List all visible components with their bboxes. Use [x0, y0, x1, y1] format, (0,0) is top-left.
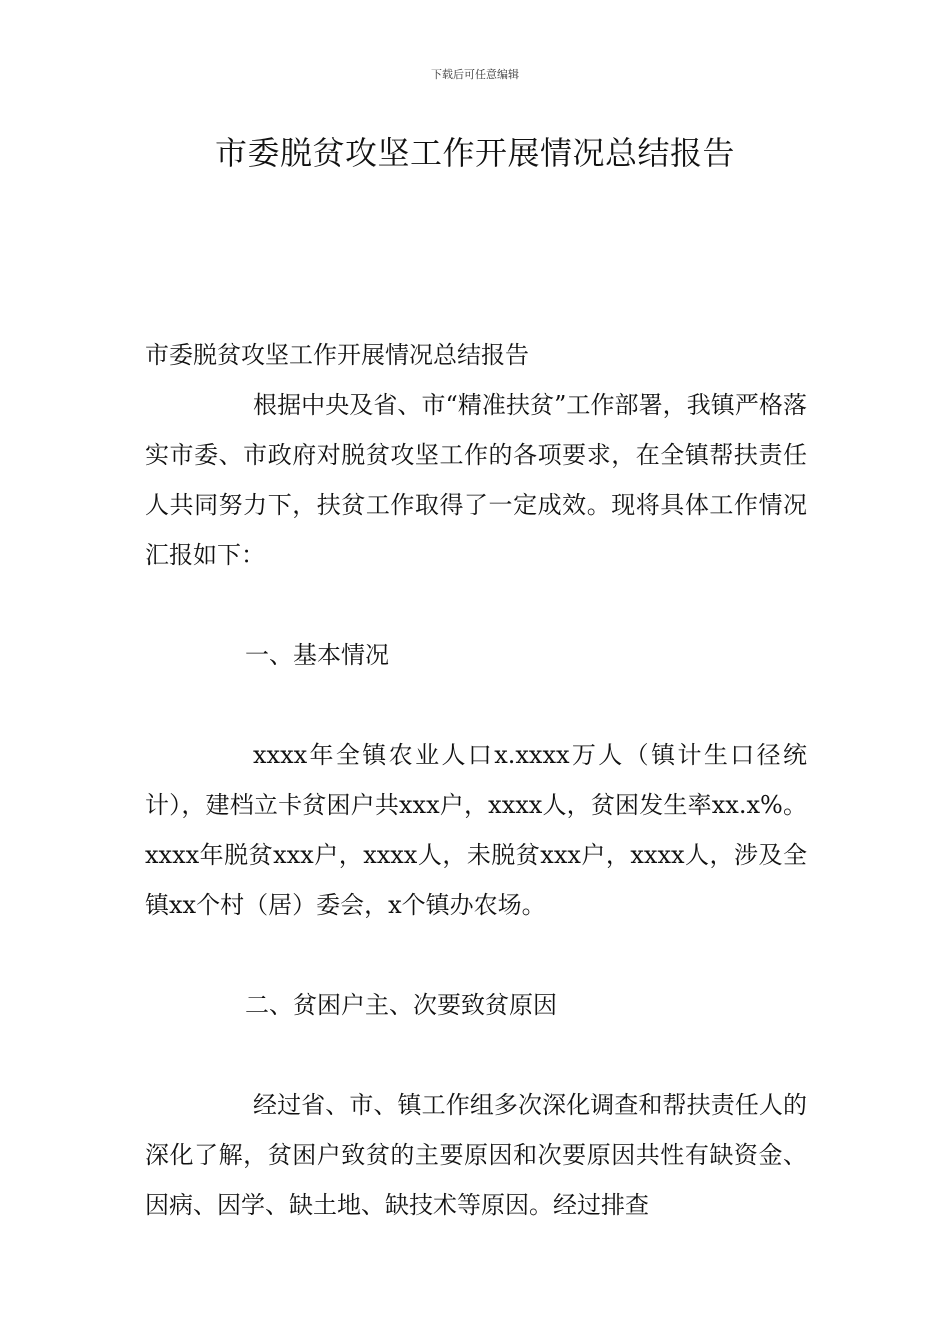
spacer — [145, 580, 807, 630]
spacer — [145, 680, 807, 730]
section-heading-basic: 一、基本情况 — [245, 641, 389, 669]
spacer — [145, 1030, 807, 1080]
header-note: 下载后可任意编辑 — [431, 68, 519, 81]
document-body — [145, 330, 807, 1230]
paragraph-basic-info: xxxx年全镇农业人口x.xxxx万人（镇计生口径统计），建档立卡贫困户共xxx户，xxxx人，贫困发生率xx.x%。xxxx年脱贫xxx户，xxxx人，未脱贫xxx户，xxxx人，涉及全镇xx个村（居）委会，x个镇办农场。 — [145, 741, 807, 919]
paragraph-intro: 根据中央及省、市“精准扶贫”工作部署，我镇严格落实市委、市政府对脱贫攻坚工作的各项要求，在全镇帮扶责任人共同努力下，扶贫工作取得了一定成效。现将具体工作情况汇报如下： — [145, 391, 807, 569]
spacer — [145, 930, 807, 980]
document-subtitle: 市委脱贫攻坚工作开展情况总结报告 — [145, 341, 529, 369]
section-heading-causes: 二、贫困户主、次要致贫原因 — [245, 991, 557, 1019]
paragraph-causes: 经过省、市、镇工作组多次深化调查和帮扶责任人的深化了解，贫困户致贫的主要原因和次要原因共性有缺资金、因病、因学、缺土地、缺技术等原因。经过排查 — [145, 1091, 807, 1219]
document-title: 市委脱贫攻坚工作开展情况总结报告 — [214, 134, 735, 172]
